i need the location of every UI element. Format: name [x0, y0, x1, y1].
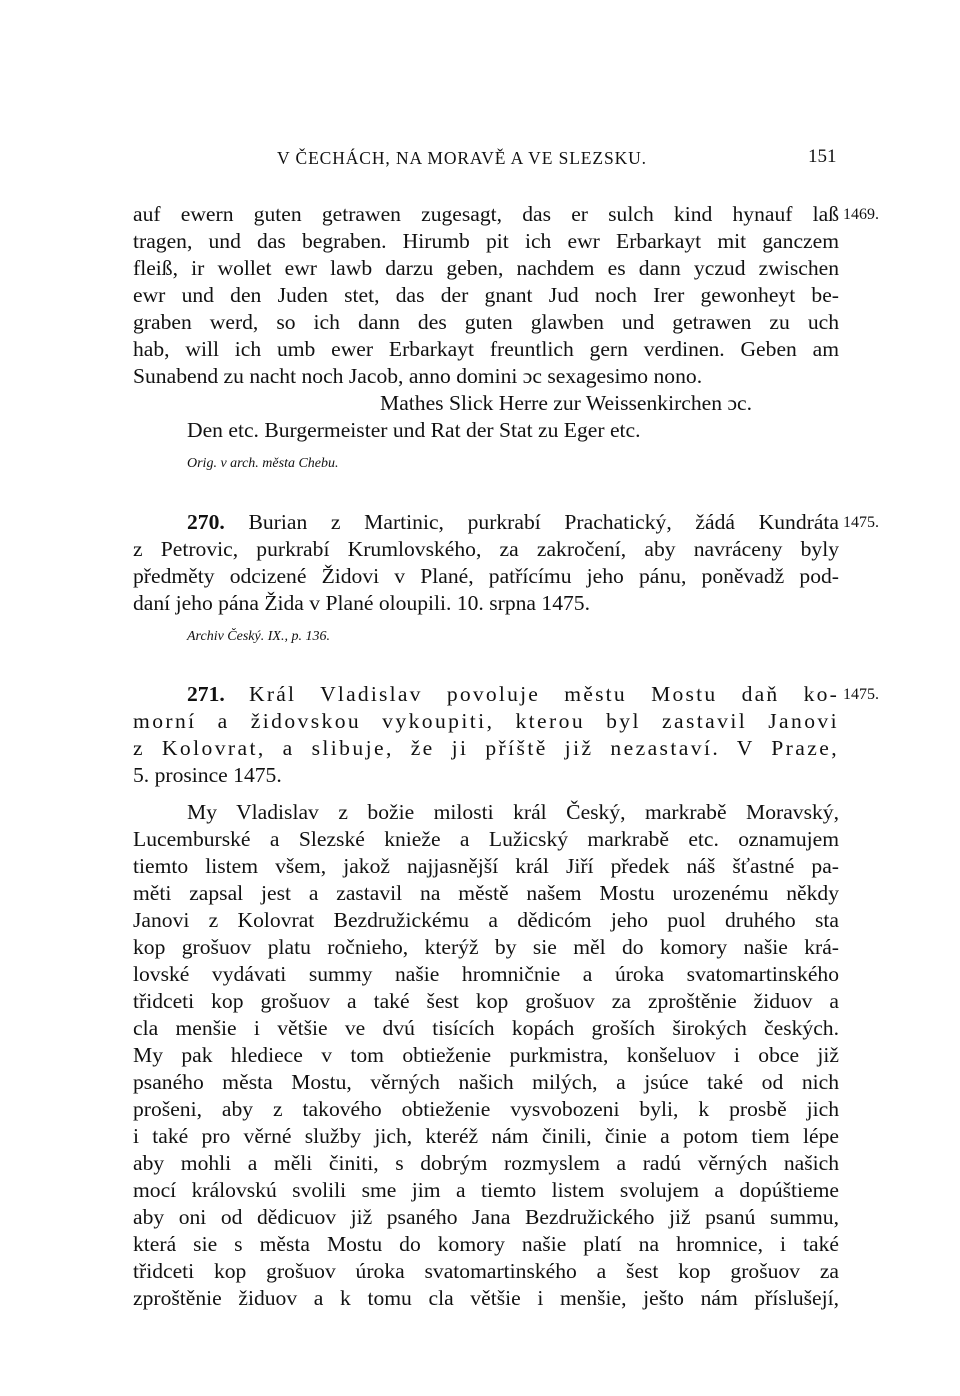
running-head: V ČECHÁCH, NA MORAVĚ A VE SLEZSKU. [277, 148, 647, 168]
doc271-line-2: morní a židovskou vykoupiti, kterou byl zastavil Janovi [133, 709, 839, 733]
doc1-margin-year: 1469. [843, 206, 879, 223]
doc1-source: Orig. v arch. města Chebu. [187, 456, 339, 471]
doc271-body-line-16: aby oni od dědicuov již psaného Jana Bezdružického již psanú summu, [133, 1205, 839, 1229]
doc271-body-line-6: kop grošuov platu ročnieho, kterýž by sie měl do komory našie krá- [133, 935, 839, 959]
doc271-body-line-18: třidceti kop grošuov úroka svatomartinského a šest kop grošuov za [133, 1259, 839, 1283]
doc1-line-3: fleiß, ir wollet ewr lawb darzu geben, nachdem es dann yczud zwischen [133, 256, 839, 280]
doc270-heading-line [187, 509, 839, 536]
doc1-line-4: ewr und den Juden stet, das der gnant Jud noch Irer gewonheyt be- [133, 283, 839, 307]
page-number: 151 [808, 146, 837, 167]
doc271-number: 271. [187, 682, 225, 706]
doc1-line-5: graben werd, so ich dann des guten glawben und getrawen zu uch [133, 310, 839, 334]
doc270-line-3: předměty odcizené Židovi v Plané, patřícímu jeho pánu, poněvadž pod- [133, 564, 839, 588]
doc271-body-line-2: Lucemburské a Slezské knieže a Lužicský markrabě etc. oznamujem [133, 827, 839, 851]
doc271-body-line-13: i také pro věrné služby jich, kteréž nám činili, činie a potom tiem lépe [133, 1124, 839, 1148]
doc271-body-line-15: mocí královskú svolili sme jim a tiemto listem svolujem a dopúštieme [133, 1178, 839, 1202]
doc271-body-line-10: My pak hlediece v tom obtieženie purkmistra, konšeluov i obce již [133, 1043, 839, 1067]
doc271-body-line-19: zproštěnie židuov a k tomu cla většie i menšie, ješto nám příslušejí, [133, 1286, 839, 1310]
doc270-line-4: daní jeho pána Žida v Plané oloupili. 10. srpna 1475. [133, 591, 590, 615]
doc1-address: Den etc. Burgermeister und Rat der Stat zu Eger etc. [187, 418, 641, 442]
doc271-body-line-12: prošeni, aby z takového obtieženie vysvobozeni byli, k prosbě jich [133, 1097, 839, 1121]
doc1-line-2: tragen, und das begraben. Hirumb pit ich ewr Erbarkayt mit ganczem [133, 229, 839, 253]
doc271-date-line: 5. prosince 1475. [133, 763, 282, 787]
doc271-heading-line [187, 681, 839, 708]
doc271-body-line-8: třidceti kop grošuov a také šest kop grošuov za zproštěnie židuov a [133, 989, 839, 1013]
doc271-body-line-9: cla menšie i většie ve dvú tisících kopách groších širokých českých. [133, 1016, 839, 1040]
doc270-margin-year: 1475. [843, 514, 879, 531]
doc271-line-3: z Kolovrat, a slibuje, že ji příště již nezastaví. V Praze, [133, 736, 839, 760]
doc271-body-line-5: Janovi z Kolovrat Bezdružickému a dědicóm jeho puol druhého sta [133, 908, 839, 932]
doc1-line-6: hab, will ich umb ewer Erbarkayt freuntlich gern verdinen. Geben am [133, 337, 839, 361]
doc271-body-line-1: My Vladislav z božie milosti král Český, markrabě Moravský, [187, 800, 839, 824]
doc271-body-line-3: tiemto listem všem, jakož najjasnější král Jiří předek náš šťastné pa- [133, 854, 839, 878]
doc271-body-line-11: psaného města Mostu, věrných našich milých, a jsúce také od nich [133, 1070, 839, 1094]
doc270-heading-text: Burian z Martinic, purkrabí Prachatický, žádá Kundráta [224, 510, 839, 534]
doc271-body-line-4: měti zapsal jest a zastavil na městě našem Mostu urozenému někdy [133, 881, 839, 905]
doc1-line-7: Sunabend zu nacht noch Jacob, anno domini ɔc sexagesimo nono. [133, 364, 703, 388]
doc271-body-line-14: aby mohli a měli činiti, s dobrým rozmyslem a radú věrných našich [133, 1151, 839, 1175]
doc271-heading-text: Král Vladislav povoluje městu Mostu daň ko- [224, 682, 839, 706]
doc271-body-line-17: která sie s města Mostu do komory našie platí na hromnice, i také [133, 1232, 839, 1256]
doc1-signature: Mathes Slick Herre zur Weissenkirchen ɔc. [380, 391, 753, 415]
doc270-line-2: z Petrovic, purkrabí Krumlovského, za zakročení, aby navráceny byly [133, 537, 839, 561]
doc270-number: 270. [187, 510, 225, 534]
doc1-line-1: auf ewern guten getrawen zugesagt, das er sulch kind hynauf laß [133, 202, 839, 226]
doc270-source: Archiv Český. IX., p. 136. [187, 629, 330, 644]
doc271-body-line-7: lovské vydávati summy našie hromničnie a úroka svatomartinského [133, 962, 839, 986]
doc271-margin-year: 1475. [843, 686, 879, 703]
